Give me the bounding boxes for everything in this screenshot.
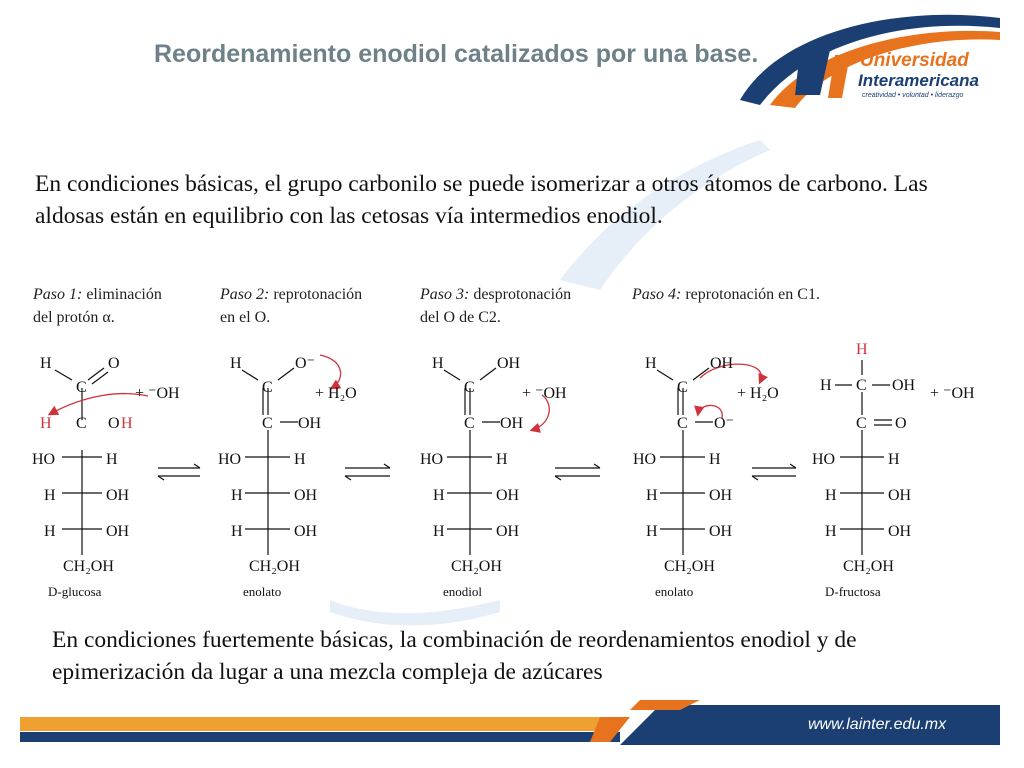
svg-text:O: O — [108, 355, 120, 372]
molecule-label-5: D-fructosa — [825, 584, 881, 599]
svg-text:H: H — [40, 355, 52, 372]
svg-text:C: C — [262, 415, 273, 432]
svg-text:H: H — [432, 355, 444, 372]
svg-text:H: H — [433, 487, 445, 504]
svg-text:H: H — [433, 523, 445, 540]
svg-text:OH: OH — [496, 487, 520, 504]
svg-text:H: H — [231, 523, 243, 540]
svg-text:CH₂OH: CH₂OH — [843, 558, 894, 575]
svg-text:C: C — [76, 415, 87, 432]
svg-text:H: H — [496, 451, 508, 468]
step-3-label: Paso 3: desprotonación del O de C2. — [420, 286, 572, 326]
svg-text:H: H — [44, 523, 56, 540]
svg-text:H: H — [646, 523, 658, 540]
svg-text:OH: OH — [709, 487, 733, 504]
logo-tagline: creatividad • voluntad • liderazgo — [862, 92, 964, 99]
svg-text:OH: OH — [496, 523, 520, 540]
svg-text:O⁻: O⁻ — [295, 355, 315, 372]
reaction-scheme — [0, 330, 1024, 610]
svg-text:CH₂OH: CH₂OH — [249, 558, 300, 575]
svg-text:OH: OH — [106, 487, 130, 504]
svg-text:C: C — [677, 415, 688, 432]
svg-text:H: H — [44, 487, 56, 504]
molecule-label-1: D-glucosa — [48, 584, 102, 599]
svg-text:OH: OH — [106, 523, 130, 540]
svg-text:H: H — [856, 341, 868, 358]
svg-text:HO: HO — [812, 451, 836, 468]
svg-text:OH: OH — [298, 415, 322, 432]
svg-text:OH: OH — [500, 415, 524, 432]
svg-text:H: H — [231, 487, 243, 504]
molecule-label-3: enodiol — [443, 584, 482, 599]
svg-text:+ H₂O: + H₂O — [737, 385, 779, 402]
conclusion-paragraph: En condiciones fuertemente básicas, la combinación de reordenamientos enodiol y de epimerización da lugar a una mezcla compleja de azúcares — [52, 627, 857, 685]
intro-paragraph: En condiciones básicas, el grupo carbonilo se puede isomerizar a otros átomos de carbono. Las aldosas están en equilibrio con las cetosas vía intermedios enodiol. — [35, 171, 928, 229]
logo-text-interamericana: Interamericana — [858, 71, 979, 90]
svg-text:C: C — [76, 379, 87, 396]
svg-text:H: H — [40, 415, 52, 432]
svg-text:H: H — [121, 415, 133, 432]
svg-text:H: H — [294, 451, 306, 468]
svg-text:OH: OH — [497, 355, 521, 372]
step-2-label: Paso 2: reprotonación en el O. — [220, 286, 363, 326]
svg-text:H: H — [646, 487, 658, 504]
step-1-label: Paso 1: eliminación del protón α. — [33, 286, 162, 326]
svg-text:C: C — [856, 415, 867, 432]
svg-text:OH: OH — [294, 487, 318, 504]
svg-text:O⁻: O⁻ — [714, 415, 734, 432]
svg-text:+ ⁻OH: + ⁻OH — [930, 385, 975, 402]
svg-text:OH: OH — [888, 523, 912, 540]
svg-text:CH₂OH: CH₂OH — [664, 558, 715, 575]
svg-text:C: C — [464, 415, 475, 432]
svg-text:OH: OH — [294, 523, 318, 540]
svg-text:C: C — [856, 377, 867, 394]
svg-text:C: C — [677, 379, 688, 396]
svg-text:+ ⁻OH: + ⁻OH — [135, 385, 180, 402]
svg-text:+ ⁻OH: + ⁻OH — [522, 385, 567, 402]
svg-text:H: H — [825, 523, 837, 540]
svg-text:CH₂OH: CH₂OH — [451, 558, 502, 575]
svg-text:OH: OH — [888, 487, 912, 504]
svg-text:CH₂OH: CH₂OH — [63, 558, 114, 575]
svg-text:OH: OH — [709, 523, 733, 540]
svg-text:O: O — [108, 415, 120, 432]
svg-text:H: H — [106, 451, 118, 468]
svg-text:O: O — [895, 415, 907, 432]
step-4-label: Paso 4: reprotonación en C1. — [632, 286, 820, 303]
svg-text:C: C — [262, 379, 273, 396]
svg-text:H: H — [230, 355, 242, 372]
svg-text:HO: HO — [420, 451, 444, 468]
svg-text:H: H — [645, 355, 657, 372]
svg-text:H: H — [709, 451, 721, 468]
svg-text:HO: HO — [633, 451, 657, 468]
molecule-label-4: enolato — [655, 584, 694, 599]
svg-text:HO: HO — [218, 451, 242, 468]
molecule-label-2: enolato — [243, 584, 282, 599]
svg-text:+ H₂O: + H₂O — [315, 385, 357, 402]
svg-text:H: H — [820, 377, 832, 394]
logo-text-universidad: Universidad — [860, 50, 969, 71]
svg-text:HO: HO — [32, 451, 56, 468]
slide-title: Reordenamiento enodiol catalizados por una base. — [154, 40, 759, 68]
svg-text:OH: OH — [892, 377, 916, 394]
svg-text:OH: OH — [710, 355, 734, 372]
svg-text:C: C — [464, 379, 475, 396]
footer-url[interactable]: www.lainter.edu.mx — [808, 716, 947, 733]
svg-text:H: H — [825, 487, 837, 504]
svg-text:H: H — [888, 451, 900, 468]
